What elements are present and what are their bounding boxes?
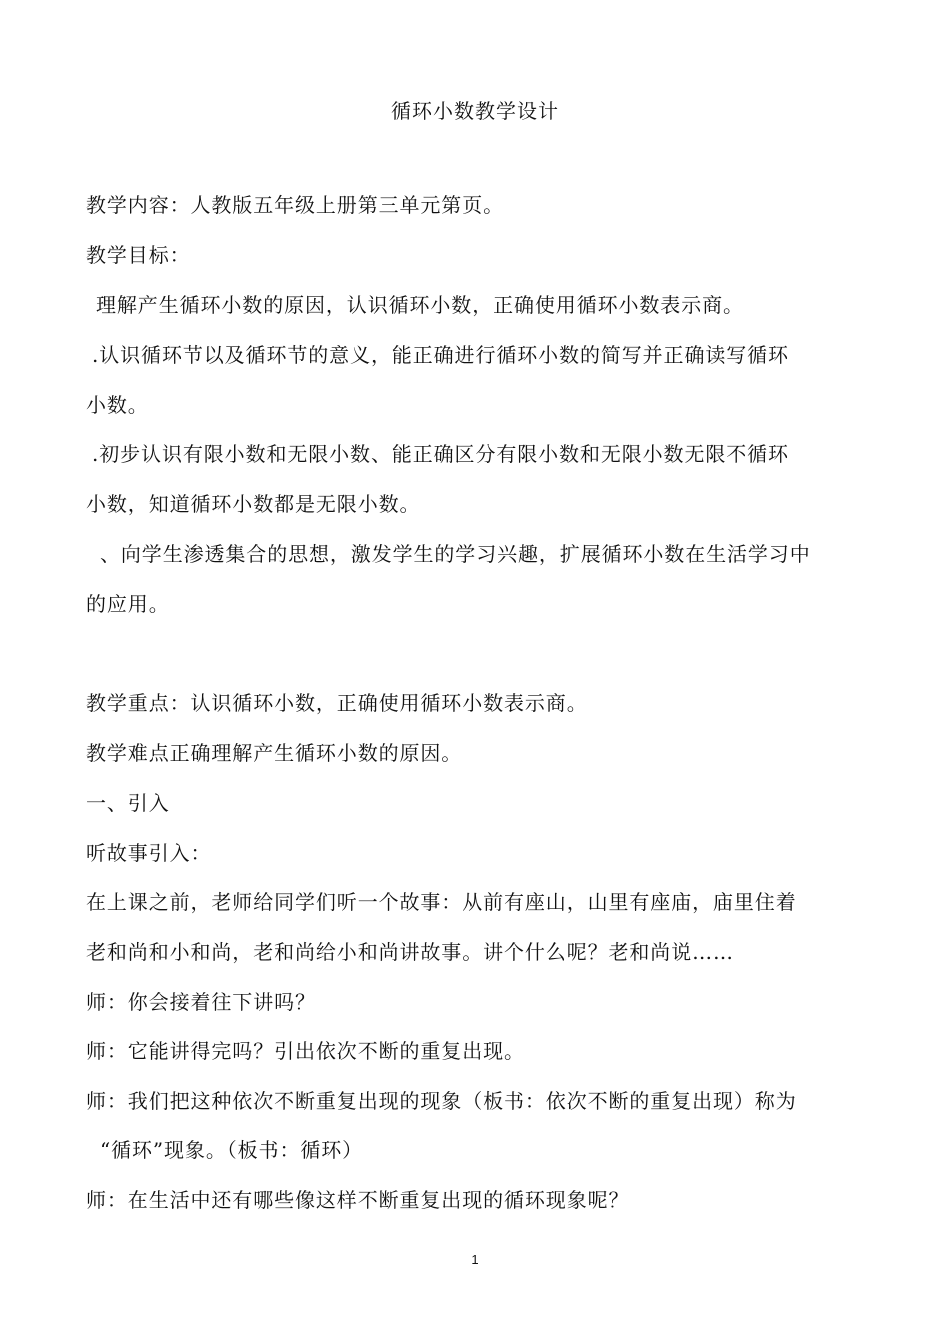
difficulties-line: 教学难点正确理解产生循环小数的原因。 — [86, 741, 463, 765]
teacher-line-1: 师：你会接着往下讲吗？ — [86, 990, 316, 1014]
goal-1-line: 理解产生循环小数的原因，认识循环小数，正确使用循环小数表示商。 — [96, 293, 744, 317]
goal-3-line: .初步认识有限小数和无限小数、能正确区分有限小数和无限小数无限不循环 — [92, 442, 789, 466]
goal-4-line: 、向学生渗透集合的思想，激发学生的学习兴趣，扩展循环小数在生活学习中 — [100, 542, 811, 566]
teacher-line-4: 师：在生活中还有哪些像这样不断重复出现的循环现象呢？ — [86, 1188, 630, 1212]
goal-3-continuation: 小数，知道循环小数都是无限小数。 — [86, 492, 421, 516]
document-title: 循环小数教学设计 — [391, 99, 559, 123]
goal-4-continuation: 的应用。 — [86, 592, 170, 616]
key-points-line: 教学重点：认识循环小数，正确使用循环小数表示商。 — [86, 691, 588, 715]
teacher-line-3-continuation: “循环”现象。（板书：循环） — [100, 1138, 364, 1162]
teaching-content-line: 教学内容：人教版五年级上册第三单元第页。 — [86, 193, 504, 217]
goal-2-line: .认识循环节以及循环节的意义，能正确进行循环小数的简写并正确读写循环 — [92, 343, 789, 367]
section-introduction-heading: 一、引入 — [86, 791, 170, 815]
goal-2-continuation: 小数。 — [86, 393, 149, 417]
teacher-line-3: 师：我们把这种依次不断重复出现的现象（板书：依次不断的重复出现）称为 — [86, 1089, 797, 1113]
story-line-2: 老和尚和小和尚，老和尚给小和尚讲故事。讲个什么呢？老和尚说…… — [86, 940, 734, 964]
story-line-1: 在上课之前，老师给同学们听一个故事：从前有座山，山里有座庙，庙里住着 — [86, 890, 797, 914]
page-number: 1 — [471, 1252, 479, 1267]
teacher-line-2: 师：它能讲得完吗？引出依次不断的重复出现。 — [86, 1039, 525, 1063]
teaching-goals-heading: 教学目标： — [86, 243, 191, 267]
story-intro-line: 听故事引入： — [86, 841, 212, 865]
